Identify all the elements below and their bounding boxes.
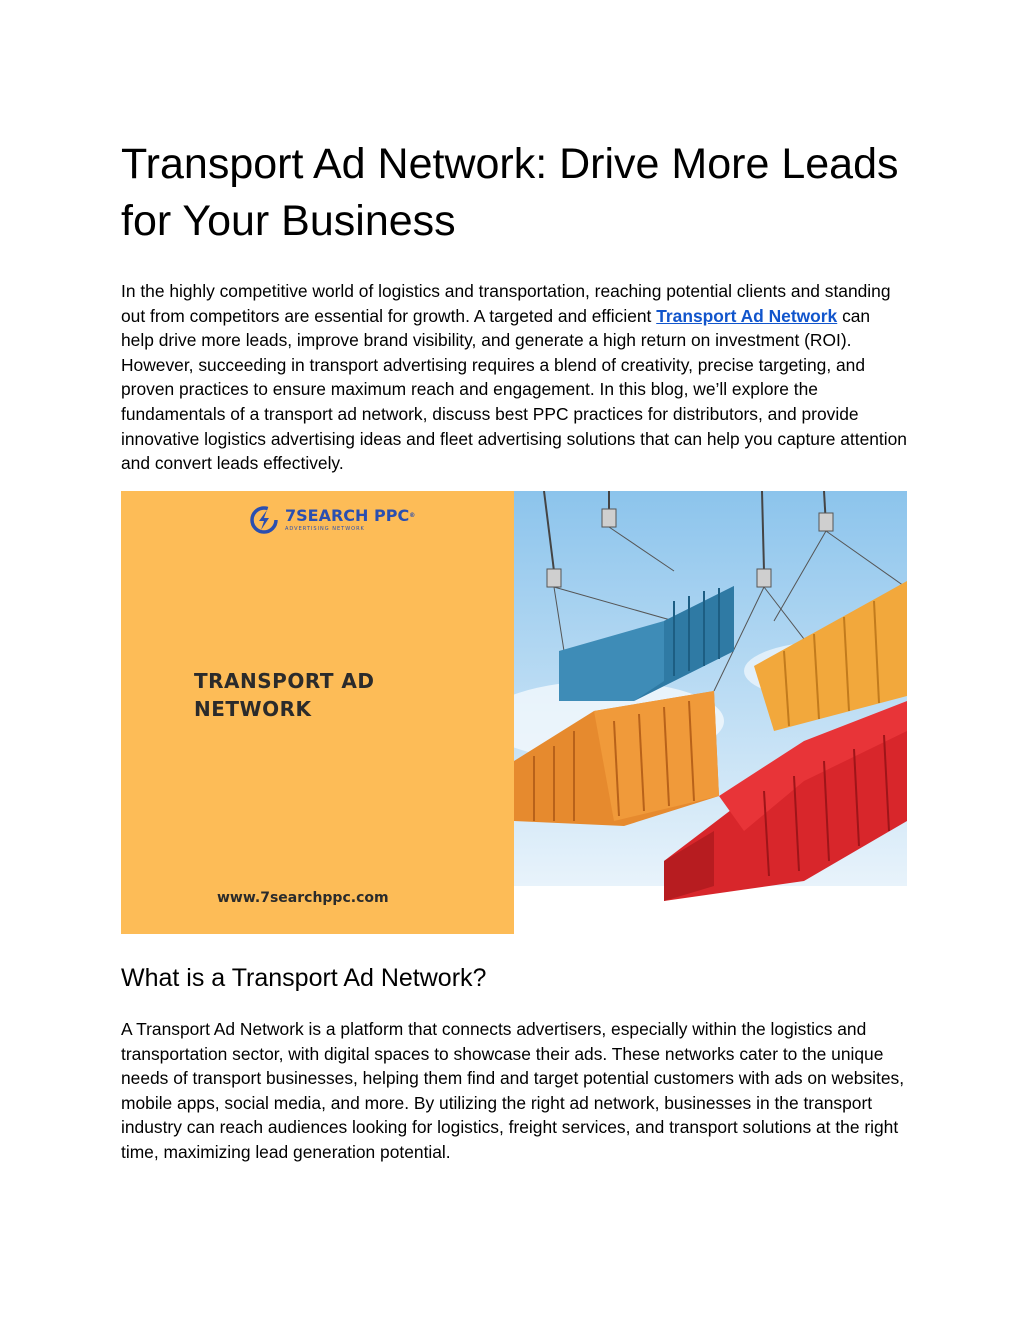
logo-text xyxy=(285,508,415,532)
section-heading: What is a Transport Ad Network? xyxy=(121,964,487,992)
logo-name: 7SEARCH PPC xyxy=(285,506,410,525)
transport-ad-network-link[interactable]: Transport Ad Network xyxy=(656,305,838,326)
article xyxy=(121,136,907,476)
containers-photo xyxy=(514,491,907,934)
intro-paragraph xyxy=(121,279,907,476)
shipping-containers-illustration xyxy=(514,491,907,934)
brand-logo xyxy=(249,505,415,535)
section-paragraph: A Transport Ad Network is a platform that connects advertisers, especially within the logistics and transportation sector, with digital spaces to showcase their ads. These networks cater to the unique needs of transport businesses, helping them find and target potential customers with ads on websites, mobile apps, social media, and more. By utilizing the right ad network, businesses in the transport industry can reach audiences looking for logistics, freight services, and transport solutions at the right time, maximizing lead generation potential. xyxy=(121,1019,905,1162)
intro-text-before: In the highly competitive world of logistics and transportation, reaching potential clients and standing out from competitors are essential for growth. A targeted and efficient xyxy=(121,281,891,326)
logo-trademark: ® xyxy=(409,512,416,519)
banner-url: www.7searchppc.com xyxy=(217,890,389,906)
banner-heading: TRANSPORT AD NETWORK xyxy=(194,669,375,721)
logo-mark-icon xyxy=(249,505,279,535)
banner-text-panel xyxy=(121,491,514,934)
logo-tagline: ADVERTISING NETWORK xyxy=(285,526,365,532)
article-banner-image xyxy=(121,491,907,934)
page-title: Transport Ad Network: Drive More Leads for Your Business xyxy=(121,140,899,245)
intro-text-after: can help drive more leads, improve brand visibility, and generate a high return on investment (ROI). However, succeeding in transport advertising requires a blend of creativity, precise targeting, and proven practices to ensure maximum reach and engagement. In this blog, we’ll explore the fundamentals of a transport ad network, discuss best PPC practices for distributors, and provide innovative logistics advertising ideas and fleet advertising solutions that can help you capture attention and convert leads effectively. xyxy=(121,305,907,474)
